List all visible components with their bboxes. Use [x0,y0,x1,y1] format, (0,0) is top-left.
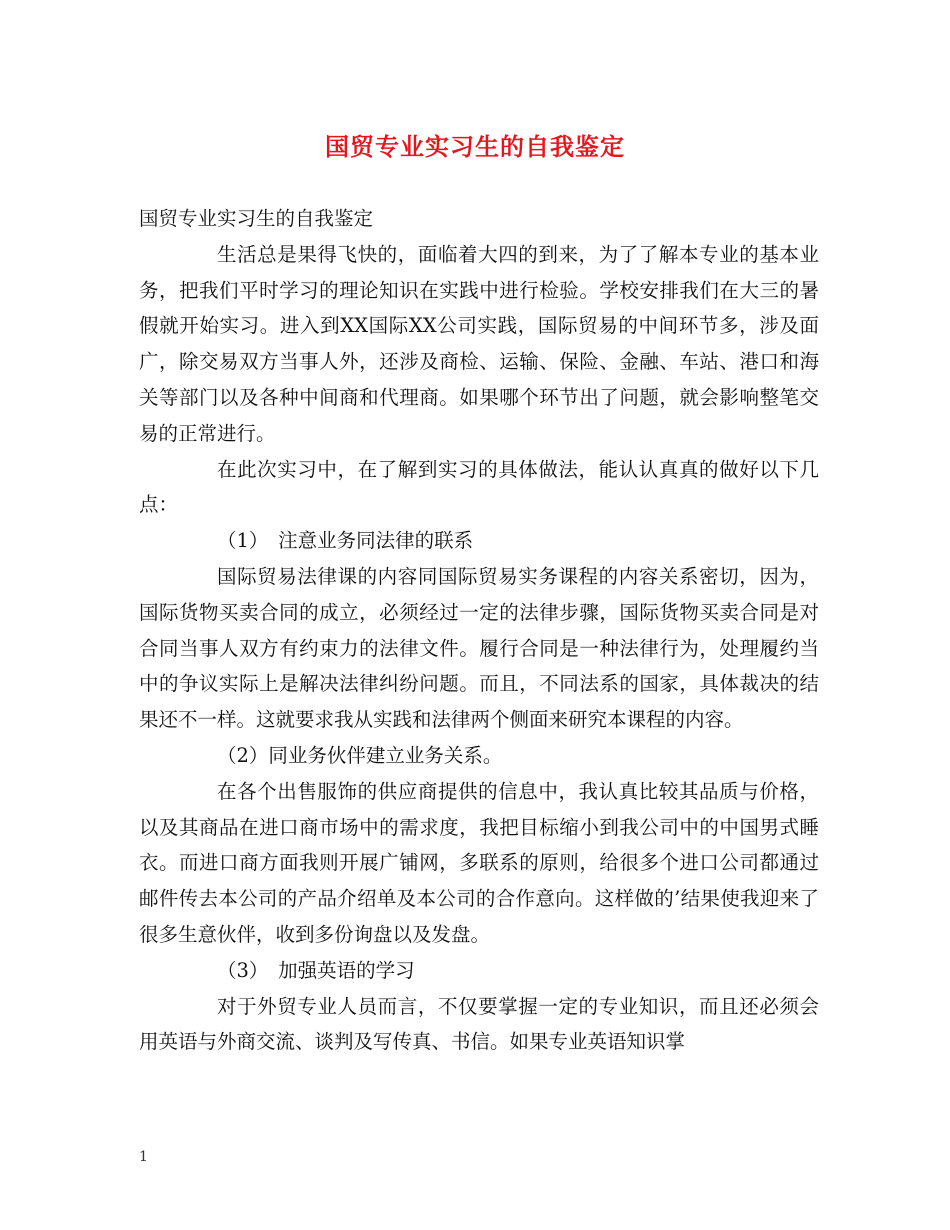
paragraph-english: 对于外贸专业人员而言，不仅要掌握一定的专业知识，而且还必须会用英语与外商交流、谈判及写传真、书信。如果专业英语知识掌 [139,994,819,1054]
section-heading-2: （2）同业务伙伴建立业务关系。 [217,743,503,767]
document-body [139,201,819,1060]
section-heading-3: （3） 加强英语的学习 [217,958,415,982]
paragraph-intro: 生活总是果得飞快的，面临着大四的到来，为了了解本专业的基本业务，把我们平时学习的理论知识在实践中进行检验。学校安排我们在大三的暑假就开始实习。进入到XX国际XX公司实践，国际贸易的中间环节多，涉及面广，除交易双方当事人外，还涉及商检、运输、保险、金融、车站、港口和海关等部门以及各种中间商和代理商。如果哪个环节出了问题，就会影响整笔交易的正常进行。 [139,242,819,445]
page-number: 1 [139,1149,148,1165]
paragraph-points-intro: 在此次实习中，在了解到实习的具体做法，能认认真真的做好以下几点： [139,457,819,517]
paragraph-law: 国际贸易法律课的内容同国际贸易实务课程的内容关系密切，因为，国际货物买卖合同的成立，必须经过一定的法律步骤，国际货物买卖合同是对合同当事人双方有约束力的法律文件。履行合同是一种法律行为，处理履约当中的争议实际上是解决法律纠纷问题。而且，不同法系的国家，具体裁决的结果还不一样。这就要求我从实践和法律两个侧面来研究本课程的内容。 [139,564,819,732]
paragraph-heading: 国贸专业实习生的自我鉴定 [139,207,374,230]
paragraph-partners: 在各个出售服饰的供应商提供的信息中，我认真比较其品质与价格，以及其商品在进口商市场中的需求度，我把目标缩小到我公司中的中国男式睡衣。而进口商方面我则开展广铺网，多联系的原则，给很多个进口公司都通过邮件传去本公司的产品介绍单及本公司的合作意向。这样做的’结果使我迎来了很多生意伙伴，收到多份询盘以及发盘。 [139,779,819,946]
section-heading-1: （1） 注意业务同法律的联系 [217,529,474,553]
document-title: 国贸专业实习生的自我鉴定 [325,132,625,161]
